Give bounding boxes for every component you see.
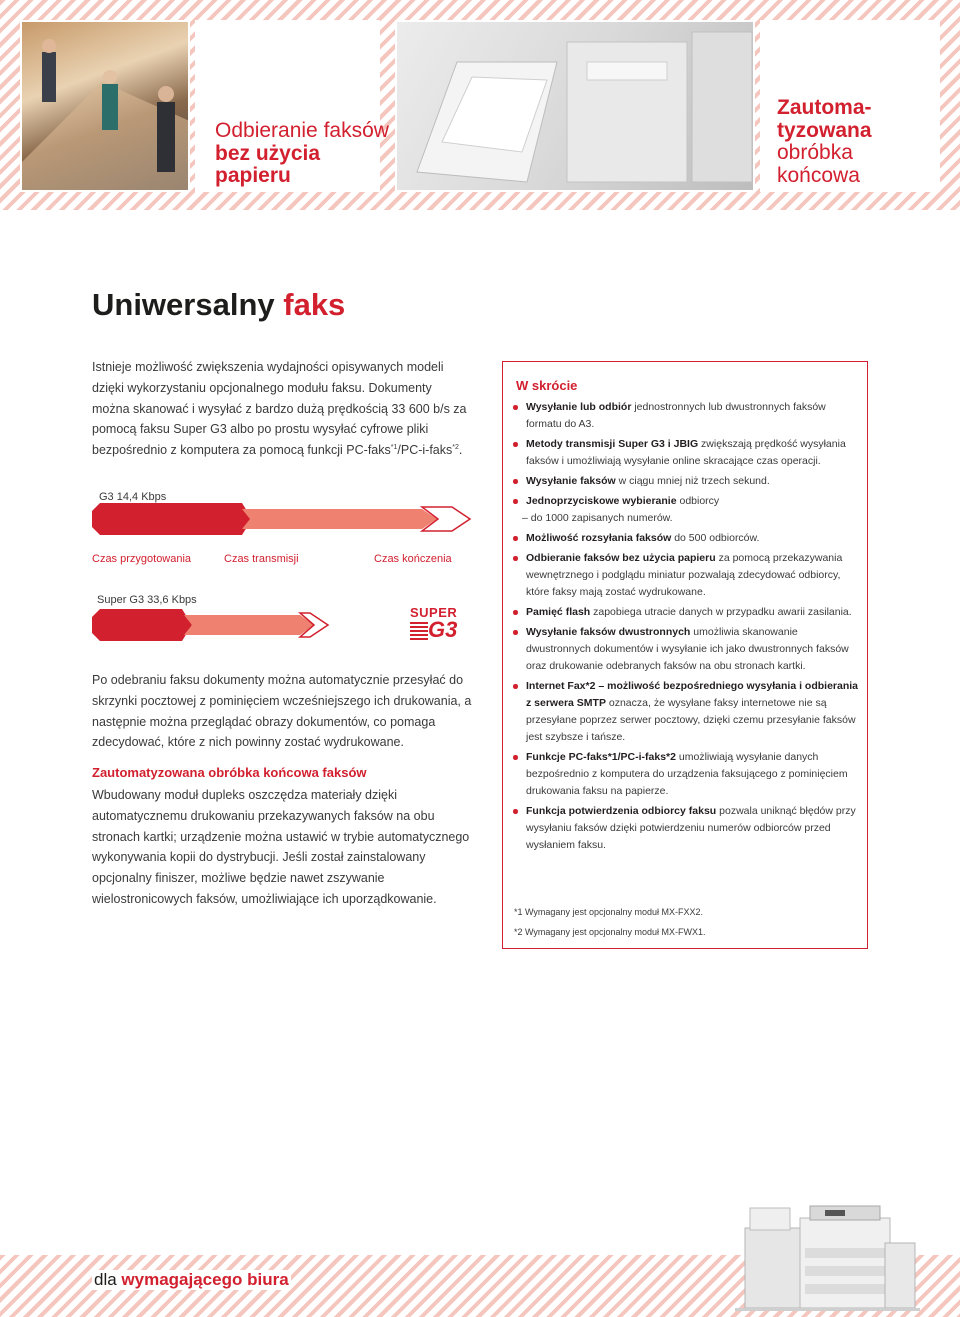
list-item-strong: Możliwość rozsyłania faksów: [526, 532, 672, 544]
page-title: [92, 287, 345, 323]
list-item: [512, 530, 862, 547]
footer-prefix: dla: [94, 1270, 122, 1289]
list-item-text: odbiorcy: [676, 495, 720, 507]
super-g3-speed-label: Super G3 33,6 Kbps: [97, 594, 197, 606]
list-item-text: oznacza, że wysyłane faksy internetowe nie są przesyłane poprzez serwer pocztowy, dzięki czemu przesyłanie faksów jest szybsze i tańsze.: [526, 697, 856, 743]
intro-text-end: .: [458, 443, 463, 458]
summary-title: W skrócie: [516, 378, 578, 393]
intro-text: Istnieje możliwość zwiększenia wydajności opisywanych modeli dzięki wykorzystaniu opcjonalnego modułu faksu. Dokumenty można skanować i wysyłać z bardzo dużą prędkością 33 600 b/s za pomocą faksu Super G3 albo po prostu wysyłać cyfrowe pliki bezpośrednio z komputera za pomocą funkcji PC-faks: [92, 360, 467, 458]
list-item-strong: Pamięć flash: [526, 606, 591, 618]
header-right-line1: Zautoma-: [777, 96, 872, 119]
printer-tray-photo: [395, 20, 755, 192]
list-item: [512, 436, 862, 470]
list-item-text: umożliwia skanowanie dwustronnych dokumentów i wysyłanie ich jako dwustronnych faksów oraz drukowanie odebranych faksów na obu stronach kartki.: [526, 626, 849, 672]
super-g3-logo: [410, 606, 470, 644]
summary-list: [512, 399, 862, 857]
super-g3-speed-arrows: [92, 609, 342, 643]
super-g3-logo-speed-lines: [410, 622, 428, 640]
list-item-text: pozwala uniknąć błędów przy wysyłaniu faksów dzięki potwierdzeniu numerów odbiorców przed wysłaniem faksu.: [526, 805, 856, 851]
footnote-2: *2 Wymagany jest opcjonalny moduł MX-FWX1.: [514, 927, 706, 937]
list-item-text: za pomocą przekazywania wewnętrznego i podglądu miniatur pozwalają zdecydować odbiorcy, które faksy mają zostać wydrukowane.: [526, 552, 843, 598]
super-g3-transmission-arrow: [184, 615, 314, 635]
list-item-text: jednostronnych lub dwustronnych faksów formatu do A3.: [526, 401, 826, 430]
super-g3-logo-top: SUPER: [410, 605, 458, 620]
intro-footnote-ref-1: *1: [390, 444, 398, 452]
printer-output-tray-illustration: [397, 22, 755, 192]
page-title-accent: faks: [283, 287, 346, 322]
list-item-text: do 500 odbiorców.: [671, 532, 760, 544]
footnote-1: *1 Wymagany jest opcjonalny moduł MX-FXX2.: [514, 907, 703, 917]
super-g3-prep-arrow: [92, 609, 192, 641]
list-item-strong: Odbieranie faksów bez użycia papieru: [526, 552, 716, 564]
list-item: [512, 399, 862, 433]
phase-prep-label: Czas przygotowania: [92, 553, 192, 565]
list-item: [512, 749, 862, 800]
office-people-photo: [20, 20, 190, 192]
list-item-subline: – do 1000 zapisanych numerów.: [522, 512, 673, 524]
finishing-heading: Zautomatyzowana obróbka końcowa faksów: [92, 765, 367, 780]
list-item-strong: Funkcje PC-faks*1/PC-i-faks*2: [526, 751, 676, 763]
list-item-text: zapobiega utracie danych w przypadku awarii zasilania.: [590, 606, 852, 618]
list-item-strong: Wysyłanie faksów: [526, 475, 616, 487]
list-item: [512, 803, 862, 854]
list-item: [512, 473, 862, 490]
header-right-title: [777, 97, 872, 187]
page-title-main: Uniwersalny: [92, 287, 284, 322]
header-left-line1: Odbieranie faksów: [215, 119, 389, 142]
list-item: [512, 678, 862, 746]
phase-finish-label: Czas kończenia: [374, 553, 452, 565]
g3-speed-label: G3 14,4 Kbps: [99, 491, 167, 503]
g3-prep-arrow: [92, 503, 252, 535]
after-diagram-paragraph: Po odebraniu faksu dokumenty można automatycznie przesyłać do skrzynki pocztowej z pominięciem wcześniejszego ich drukowania, a następnie można przeglądać obrazy dokumentów, co pomaga zdecydować, które z nich powinny zostać wydrukowane.: [92, 673, 472, 750]
list-item: [512, 624, 862, 675]
list-item-strong: Wysyłanie lub odbiór: [526, 401, 632, 413]
office-people-illustration: [22, 22, 190, 192]
phase-transmission-label: Czas transmisji: [224, 553, 299, 565]
super-g3-logo-bottom: G3: [428, 617, 458, 642]
g3-transmission-arrow: [242, 509, 437, 529]
list-item-strong: Jednoprzyciskowe wybieranie: [526, 495, 677, 507]
footer-accent: wymagającego biura: [121, 1270, 289, 1289]
list-item-strong: Metody transmisji Super G3 i JBIG: [526, 438, 699, 450]
header-left-line2: bez użycia: [215, 141, 321, 165]
header-left-line3: papieru: [215, 164, 291, 187]
header-right-line2: tyzowana: [777, 118, 872, 142]
list-item-strong: Wysyłanie faksów dwustronnych: [526, 626, 691, 638]
list-item: [512, 493, 862, 527]
list-item-strong: Funkcja potwierdzenia odbiorcy faksu: [526, 805, 717, 817]
header-right-line3: obróbka: [777, 141, 853, 164]
intro-footnote-ref-2: *2: [452, 444, 459, 452]
header-left-title: [215, 120, 389, 188]
list-item-text: umożliwiają wysyłanie danych bezpośrednio z komputera do urządzenia faksującego z pominięciem drukowania faksu na papierze.: [526, 751, 848, 797]
list-item-text: w ciągu mniej niż trzech sekund.: [615, 475, 770, 487]
list-item-text: zwiększają prędkość wysyłania faksów i umożliwiają wysyłanie online skracające czas operacji.: [526, 438, 846, 467]
header-right-line4: końcowa: [777, 163, 860, 187]
list-item: [512, 604, 862, 621]
finishing-paragraph: Wbudowany moduł dupleks oszczędza materiały dzięki automatycznemu drukowaniu przekazywanych faksów na obu stronach kartki; urządzenie można ustawić w trybie automatycznego wykonywania kopii do dystrybucji. Jeśli został zainstalowany opcjonalny finiszer, możliwe będzie nawet zszywanie wielostronicowych faksów, umożliwiające ich uporządkowanie.: [92, 788, 470, 906]
list-item: [512, 550, 862, 601]
intro-paragraph: [92, 357, 472, 461]
g3-speed-arrows: [92, 503, 472, 537]
printer-product-image: [735, 1188, 920, 1313]
intro-text-mid: /PC-i-faks: [397, 443, 453, 458]
list-item-strong: Internet Fax*2 – możliwość bezpośredniego wysyłania i odbierania z serwera SMTP: [526, 680, 859, 709]
footer-tagline: [92, 1270, 291, 1290]
